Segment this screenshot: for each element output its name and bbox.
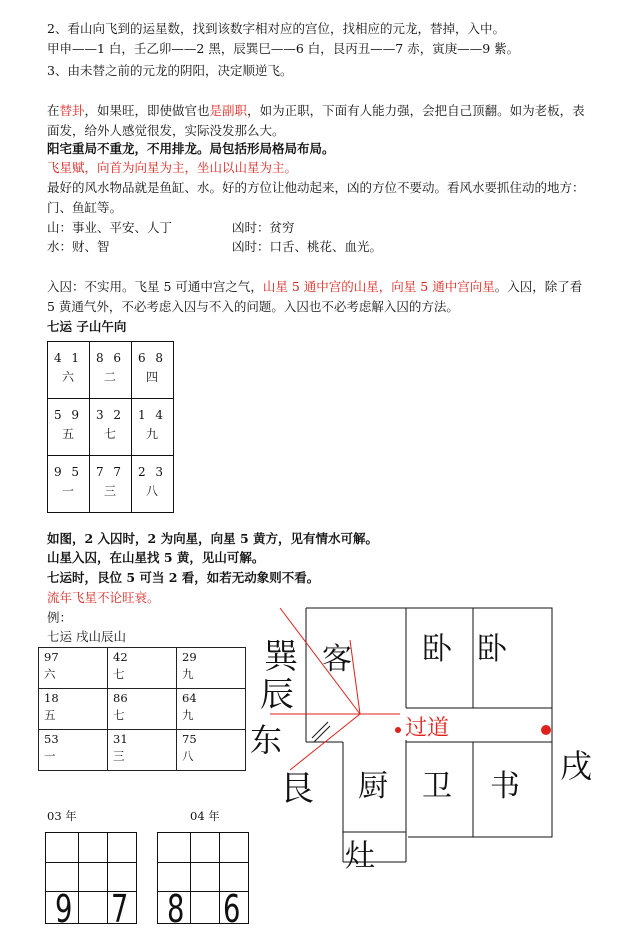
text-line: 2、看山向飞到的运星数，找到该数字相对应的宫位，找相应的元龙，替掉，入中。: [47, 21, 505, 36]
corridor-end-dot: [541, 725, 551, 735]
chart-cell: [89, 341, 131, 389]
star-numbers: 5 9: [53, 408, 83, 422]
year-grid-03: [45, 832, 137, 931]
chart-title: 七运 戌山辰山: [47, 629, 126, 644]
text-line: 3、由未替之前的元龙的阴阳，决定顺逆飞。: [47, 63, 293, 78]
flying-star-chart-1: [47, 341, 174, 513]
table-cell: 97 六: [39, 648, 108, 689]
corridor-label: 过道: [405, 716, 450, 741]
table-row: [39, 689, 246, 730]
chart-cell: [89, 398, 131, 446]
star-numbers: 9 5: [53, 465, 83, 479]
room-shu: 书: [490, 769, 520, 804]
palace-number: 五: [61, 427, 74, 441]
palace-number: 九: [145, 427, 158, 441]
highlight: 山星 5 通中宫的山星，向星 5 通中宫向星: [262, 279, 495, 294]
floor-plan: [250, 600, 634, 900]
chart-cell: [47, 398, 89, 446]
text: 在: [47, 103, 60, 118]
text: 飞星赋，: [47, 160, 98, 175]
text-line: 水：财、智: [47, 239, 110, 254]
text: 山：事业、平安、人丁: [47, 220, 173, 235]
text-line: 山星入囚，在山星找 5 黄，见山可解。: [47, 550, 265, 565]
year-number: 9: [55, 887, 73, 931]
star-numbers: 1 4: [137, 408, 167, 422]
label-xu: 戌: [560, 747, 593, 785]
label-xun: 巽: [264, 637, 298, 677]
year-label-04: 04 年: [190, 809, 220, 823]
label-gen: 艮: [280, 769, 314, 809]
table-cell: 29 九: [177, 648, 246, 689]
year-label-03: 03 年: [47, 809, 77, 823]
table-row: [39, 648, 246, 689]
year-grid-04: [157, 832, 249, 931]
room-chu: 厨: [358, 769, 388, 804]
palace-number: 六: [61, 370, 74, 384]
chart-cell: [89, 455, 131, 503]
highlight: 是副职: [209, 103, 248, 118]
year-number: 8: [167, 887, 185, 931]
text-line: 七运时，艮位 5 可当 2 看，如若无动象则不看。: [47, 570, 320, 585]
star-numbers: 8 6: [95, 351, 125, 365]
year-number: 6: [223, 887, 241, 931]
flying-star-chart-2: [38, 647, 246, 771]
room-wei: 卫: [422, 769, 452, 804]
palace-number: 七: [103, 427, 116, 441]
star-numbers: 6 8: [137, 351, 167, 365]
room-wo-1: 卧: [422, 632, 452, 667]
palace-number: 一: [61, 484, 74, 498]
table-cell: 75 八: [177, 730, 246, 771]
room-ke: 客: [322, 642, 352, 677]
text-line: [47, 159, 297, 176]
highlight: 替卦: [59, 103, 85, 118]
table-cell: 31 三: [108, 730, 177, 771]
star-numbers: 4 1: [53, 351, 83, 365]
table-cell: 64 九: [177, 689, 246, 730]
text-line: 如图，2 入囚时，2 为向星，向星 5 黄方，见有情水可解。: [47, 531, 379, 546]
table-row: [39, 730, 246, 771]
text-line: 流年飞星不论旺衰。: [47, 590, 160, 605]
text: ，如果旺，即使做官也: [84, 103, 210, 118]
label-dong: 东: [250, 721, 283, 759]
chart-cell: [131, 455, 173, 503]
label-chen: 辰: [260, 675, 294, 715]
chart-cell: [131, 341, 173, 389]
text-line: 甲申——1 白，壬乙卯——2 黑，辰巽巳——6 白，艮丙丑——7 赤，寅庚——9 紫。: [47, 41, 520, 56]
star-numbers: 2 3: [137, 465, 167, 479]
room-wo-2: 卧: [477, 632, 507, 667]
text: 入囚：不实用。飞星 5 可通中宫之气，: [47, 279, 263, 294]
star-numbers: 7 7: [95, 465, 125, 479]
corridor-start-dot: [395, 727, 401, 733]
chart-cell: [131, 398, 173, 446]
chart-cell: [47, 455, 89, 503]
text-line: 例：: [47, 610, 73, 625]
palace-number: 四: [145, 370, 158, 384]
star-numbers: 3 2: [95, 408, 125, 422]
table-cell: 53 一: [39, 730, 108, 771]
chart-cell: [47, 341, 89, 389]
year-number: 7: [111, 887, 129, 931]
paragraph-substitution: [47, 101, 587, 141]
chart-title: 七运 子山午向: [47, 319, 127, 334]
table-cell: 86 七: [108, 689, 177, 730]
paragraph-fengshui: 最好的风水物品就是鱼缸、水。好的方位让他动起来，凶的方位不要动。看风水要抓住动的地方：门、鱼缸等。: [47, 180, 585, 215]
text-line: [47, 219, 172, 236]
text: ，如为正职，下面有人能力强，会把自己顶翻。如为老板，表面发，给外人感觉很发，实际没发那么大。: [47, 103, 585, 138]
highlight: 向首为向星为主，坐山以山星为主。: [97, 160, 298, 175]
text-line: 凶时：口舌、桃花、血光。: [232, 239, 383, 254]
table-cell: 18 五: [39, 689, 108, 730]
palace-number: 三: [103, 484, 116, 498]
table-cell: 42 七: [108, 648, 177, 689]
palace-number: 八: [145, 484, 158, 498]
palace-number: 二: [103, 370, 116, 384]
text-line: 凶时：贫穷: [232, 220, 295, 235]
label-zao: 灶: [345, 839, 375, 874]
paragraph-ruqiu: [47, 277, 587, 317]
text: 。入囚，除了看 5 黄通气外，不必考虑入囚与不入的问题。入囚也不必考虑解入囚的方法。: [47, 279, 583, 314]
text-line: 阳宅重局不重龙，不用排龙。局包括形局格局布局。: [47, 141, 335, 156]
